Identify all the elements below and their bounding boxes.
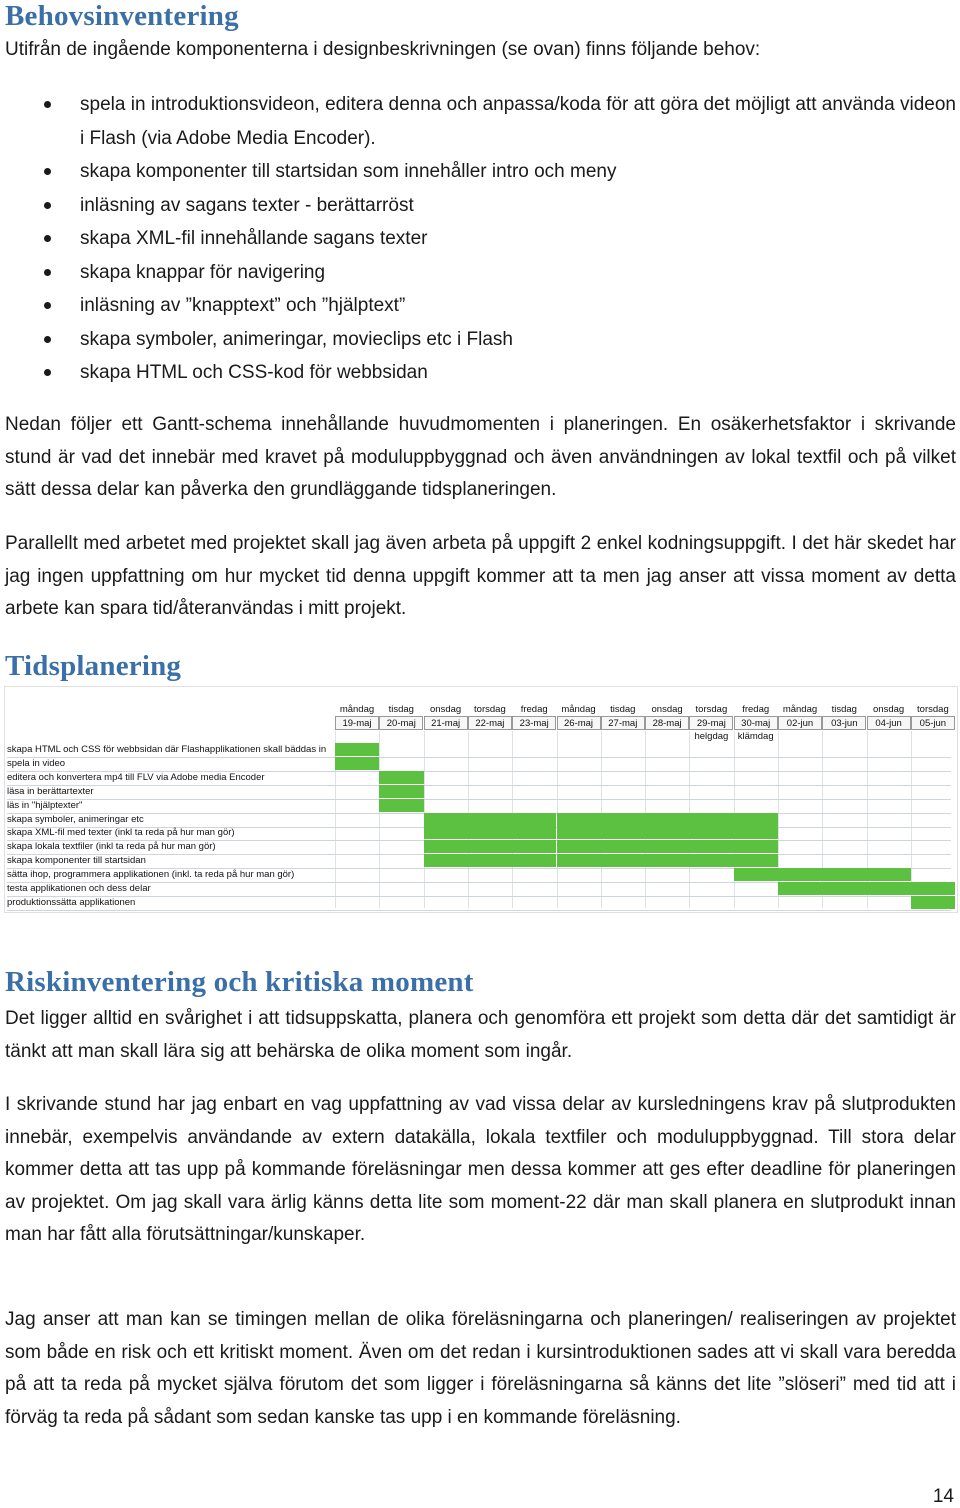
gantt-bar-cell <box>379 799 423 812</box>
gantt-day-label: tisdag <box>610 704 636 715</box>
list-item: skapa HTML och CSS-kod för webbsidan <box>0 356 956 390</box>
page-number: 14 <box>932 1486 954 1507</box>
gantt-bar-cell <box>689 813 733 826</box>
gantt-bar-cell <box>424 854 468 867</box>
gantt-task-label: spela in video <box>7 757 66 769</box>
gantt-bar-cell <box>512 826 556 839</box>
list-item: skapa knappar för navigering <box>0 256 956 290</box>
gantt-bar-cell <box>335 743 379 756</box>
risk-paragraph-3: Jag anser att man kan se timingen mellan de olika föreläsningarna och planeringen/ realiseringen av projektet som både en risk och ett kritiskt moment. Även om det redan i kursintroduktionen sades att vi skall vara beredda på att ta reda på mycket själva förutom det som ligger i föreläsningarna så känns det lite ”slöseri” med tid att i förväg ta reda på sådant som sedan kanske tas upp i en kommande föreläsning. <box>5 1309 956 1428</box>
gantt-bar-cell <box>601 826 645 839</box>
gantt-day-label: fredag <box>520 704 548 715</box>
intro-paragraph: Utifrån de ingående komponenterna i designbeskrivningen (se ovan) finns följande behov: <box>5 39 761 60</box>
gantt-task-label: skapa XML-fil med texter (inkl ta reda på hur man gör) <box>7 827 235 839</box>
gantt-row <box>7 896 951 911</box>
gantt-bar-cell <box>645 826 689 839</box>
bullet-icon <box>44 235 51 242</box>
gantt-bar-cell <box>778 882 822 895</box>
needs-list <box>0 88 956 390</box>
gantt-day-label: onsdag <box>873 704 905 715</box>
gantt-holiday-label: klämdag <box>737 731 774 742</box>
gantt-row <box>7 799 951 814</box>
list-item: inläsning av sagans texter - berättarröst <box>0 189 956 223</box>
gantt-date-label: 27-maj <box>601 716 645 730</box>
gantt-task-label: läsa in berättartexter <box>7 785 94 797</box>
gantt-task-label: skapa HTML och CSS för webbsidan där Flashapplikationen skall bäddas in <box>7 744 327 755</box>
parallel-work-paragraph: Parallellt med arbetet med projektet skall jag även arbeta på uppgift 2 enkel kodningsuppgift. I det här skedet har jag ingen uppfattning om hur mycket tid denna uppgift kommer att ta men jag anser att vissa moment av detta arbete kan spara tid/återanvändas i mitt projekt. <box>5 533 956 619</box>
gantt-day-label: tisdag <box>831 704 857 715</box>
gantt-bar-cell <box>512 840 556 853</box>
gantt-intro-paragraph: Nedan följer ett Gantt-schema innehållande huvudmomenten i planeringen. En osäkerhetsfaktor i skrivande stund är vad det innebär med kravet på moduluppbyggnad och även användningen av lokal textfil och på vilket sätt dessa delar kan påverka den grundläggande tidsplaneringen. <box>5 414 956 500</box>
list-item: skapa XML-fil innehållande sagans texter <box>0 222 956 256</box>
gantt-bar-cell <box>601 840 645 853</box>
gantt-date-label: 28-maj <box>645 716 689 730</box>
gantt-date-label: 05-jun <box>911 716 955 730</box>
gantt-bar-cell <box>335 757 379 770</box>
gantt-day-label: torsdag <box>474 704 506 715</box>
gantt-date-label: 02-jun <box>778 716 822 730</box>
bullet-icon <box>44 336 51 343</box>
gantt-bar-cell <box>734 868 778 881</box>
list-item: skapa komponenter till startsidan som innehåller intro och meny <box>0 155 956 189</box>
gantt-task-label: editera och konvertera mp4 till FLV via Adobe media Encoder <box>7 771 265 783</box>
gantt-bar-cell <box>557 826 601 839</box>
risk-paragraph-2: I skrivande stund har jag enbart en vag uppfattning av vad vissa delar av kursledningens krav på slutprodukten innebär, exempelvis användande av extern datakälla, lokala textfiler och moduluppbyggnad. Till stora delar kommer detta att tas upp på kommande föreläsningar men dessa kommer att ges efter deadline för planeringen av projektet. Om jag skall vara ärlig känns detta lite som moment-22 där man skall planera en slutprodukt innan man har fått alla förutsättningar/kunskaper. <box>5 1094 956 1245</box>
gantt-day-label: onsdag <box>430 704 462 715</box>
gantt-holiday-label: helgdag <box>694 731 729 742</box>
gantt-day-label: torsdag <box>695 704 728 715</box>
gantt-bar-cell <box>822 868 866 881</box>
gantt-day-label: måndag <box>339 704 375 715</box>
bullet-icon <box>44 202 51 209</box>
gantt-task-label: skapa symboler, animeringar etc <box>7 813 144 825</box>
gantt-bar-cell <box>379 785 423 798</box>
list-item: inläsning av ”knapptext” och ”hjälptext” <box>0 289 956 323</box>
gantt-bar-cell <box>867 868 911 881</box>
heading-tidsplanering: Tidsplanering <box>5 650 182 682</box>
bullet-icon <box>44 168 51 175</box>
gantt-bar-cell <box>645 840 689 853</box>
gantt-task-label: testa applikationen och dess delar <box>7 883 151 894</box>
gantt-day-label: onsdag <box>651 704 683 715</box>
gantt-date-label: 20-maj <box>379 716 423 730</box>
risk-paragraph-1: Det ligger alltid en svårighet i att tidsuppskatta, planera och genomföra ett projekt som detta där det samtidigt är tänkt att man skall lära sig att behärska de olika moment som ingår. <box>5 1008 956 1062</box>
gantt-bar-cell <box>911 882 955 895</box>
gantt-bar-cell <box>734 826 778 839</box>
gantt-bar-cell <box>512 813 556 826</box>
gantt-date-label: 04-jun <box>867 716 911 730</box>
gantt-bar-cell <box>468 813 512 826</box>
gantt-bar-cell <box>468 826 512 839</box>
bullet-icon <box>44 369 51 376</box>
gantt-task-label: skapa lokala textfiler (inkl ta reda på hur man gör) <box>7 841 216 853</box>
gantt-day-label: måndag <box>782 704 818 715</box>
gantt-bar-cell <box>557 813 601 826</box>
gantt-task-label: sätta ihop, programmera applikationen (inkl. ta reda på hur man gör) <box>7 869 295 881</box>
gantt-day-label: tisdag <box>388 704 414 715</box>
gantt-bar-cell <box>822 882 866 895</box>
gantt-bar-cell <box>734 813 778 826</box>
gantt-day-label: fredag <box>742 704 770 715</box>
gantt-date-label: 26-maj <box>557 716 601 730</box>
gantt-bar-cell <box>689 826 733 839</box>
gantt-bar-cell <box>424 826 468 839</box>
bullet-icon <box>44 101 51 108</box>
gantt-date-label: 19-maj <box>335 716 379 730</box>
gantt-bar-cell <box>867 882 911 895</box>
bullet-icon <box>44 302 51 309</box>
gantt-task-label: läs in "hjälptexter" <box>7 799 83 811</box>
gantt-chart <box>4 686 958 913</box>
gantt-bar-cell <box>379 771 423 784</box>
gantt-date-label: 21-maj <box>424 716 468 730</box>
gantt-row <box>7 757 951 772</box>
gantt-date-label: 23-maj <box>512 716 556 730</box>
gantt-bar-cell <box>468 840 512 853</box>
list-item: spela in introduktionsvideon, editera denna och anpassa/koda för att göra det möjligt att använda videon i Flash (via Adobe Media Encoder). <box>0 88 956 155</box>
gantt-row <box>7 785 951 800</box>
gantt-task-label: skapa komponenter till startsidan <box>7 855 146 867</box>
gantt-bar-cell <box>557 840 601 853</box>
gantt-bar-cell <box>689 854 733 867</box>
gantt-date-label: 22-maj <box>468 716 512 730</box>
gantt-bar-cell <box>734 854 778 867</box>
gantt-bar-cell <box>645 854 689 867</box>
gantt-bar-cell <box>645 813 689 826</box>
gantt-date-label: 03-jun <box>822 716 866 730</box>
gantt-bar-cell <box>734 840 778 853</box>
heading-behovsinventering: Behovsinventering <box>5 0 239 32</box>
gantt-bar-cell <box>689 840 733 853</box>
gantt-bar-cell <box>601 813 645 826</box>
gantt-bar-cell <box>424 840 468 853</box>
gantt-bar-cell <box>601 854 645 867</box>
gantt-bar-cell <box>778 868 822 881</box>
gantt-task-label: produktionssätta applikationen <box>7 896 136 908</box>
heading-riskinventering: Riskinventering och kritiska moment <box>5 966 474 998</box>
gantt-day-label: måndag <box>561 704 596 715</box>
gantt-bar-cell <box>468 854 512 867</box>
gantt-bar-cell <box>424 813 468 826</box>
list-item: skapa symboler, animeringar, movieclips etc i Flash <box>0 323 956 357</box>
gantt-day-label: torsdag <box>917 704 949 715</box>
gantt-date-label: 30-maj <box>734 716 778 730</box>
gantt-bar-cell <box>911 896 955 909</box>
gantt-bar-cell <box>512 854 556 867</box>
gantt-bar-cell <box>557 854 601 867</box>
bullet-icon <box>44 269 51 276</box>
gantt-date-label: 29-maj <box>689 716 733 730</box>
